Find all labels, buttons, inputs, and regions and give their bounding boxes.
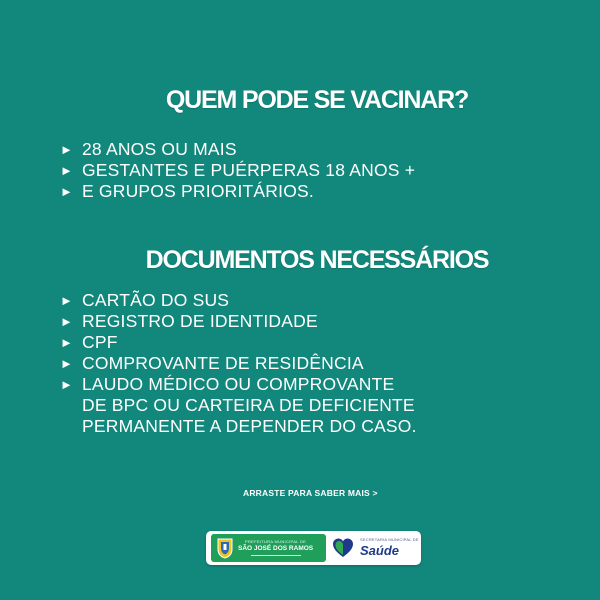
list-item-text: LAUDO MÉDICO OU COMPROVANTE [82, 374, 395, 394]
city-logo [211, 534, 326, 562]
bullet-arrow-icon: ► [60, 377, 74, 392]
health-top-text: SECRETARIA MUNICIPAL DE [360, 537, 419, 542]
list-item-text: COMPROVANTE DE RESIDÊNCIA [82, 353, 364, 373]
bullet-arrow-icon: ► [60, 314, 74, 329]
list-item-text: 28 ANOS OU MAIS [82, 139, 237, 159]
bullet-arrow-icon: ► [60, 356, 74, 371]
city-name: SÃO JOSÉ DOS RAMOS [238, 545, 314, 552]
city-top-text: PREFEITURA MUNICIPAL DE [245, 539, 307, 544]
bullet-arrow-icon: ► [60, 184, 74, 199]
list-item-text: CPF [82, 332, 118, 352]
bullet-arrow-icon: ► [60, 293, 74, 308]
list-item-text: CARTÃO DO SUS [82, 290, 230, 310]
health-name: Saúde [360, 543, 400, 558]
eligibility-item [60, 181, 415, 202]
documents-list [60, 290, 417, 437]
document-item [60, 332, 417, 353]
section-heading-who-can-vaccinate: QUEM PODE SE VACINAR? [165, 86, 469, 114]
document-item [60, 311, 417, 332]
health-secretariat-logo [330, 534, 419, 562]
list-item-text: DE BPC OU CARTEIRA DE DEFICIENTE [82, 395, 415, 415]
document-item [60, 353, 417, 374]
city-divider [251, 555, 301, 556]
eligibility-list [60, 139, 415, 202]
eligibility-item [60, 160, 415, 181]
municipal-crest-icon [216, 537, 234, 559]
list-item-text: GESTANTES E PUÉRPERAS 18 ANOS + [82, 160, 416, 180]
bullet-arrow-icon: ► [60, 335, 74, 350]
document-item [60, 290, 417, 311]
document-item [60, 374, 417, 437]
bullet-arrow-icon: ► [60, 163, 74, 178]
swipe-hint: ARRASTE PARA SABER MAIS > [243, 488, 378, 498]
heart-icon [332, 537, 354, 559]
eligibility-item [60, 139, 415, 160]
list-item-text: E GRUPOS PRIORITÁRIOS. [82, 181, 314, 201]
list-item-text: REGISTRO DE IDENTIDADE [82, 311, 318, 331]
bullet-arrow-icon: ► [60, 142, 74, 157]
section-heading-required-documents: DOCUMENTOS NECESSÁRIOS [145, 246, 489, 274]
logo-banner [206, 531, 421, 565]
list-item-text: PERMANENTE A DEPENDER DO CASO. [82, 416, 417, 436]
